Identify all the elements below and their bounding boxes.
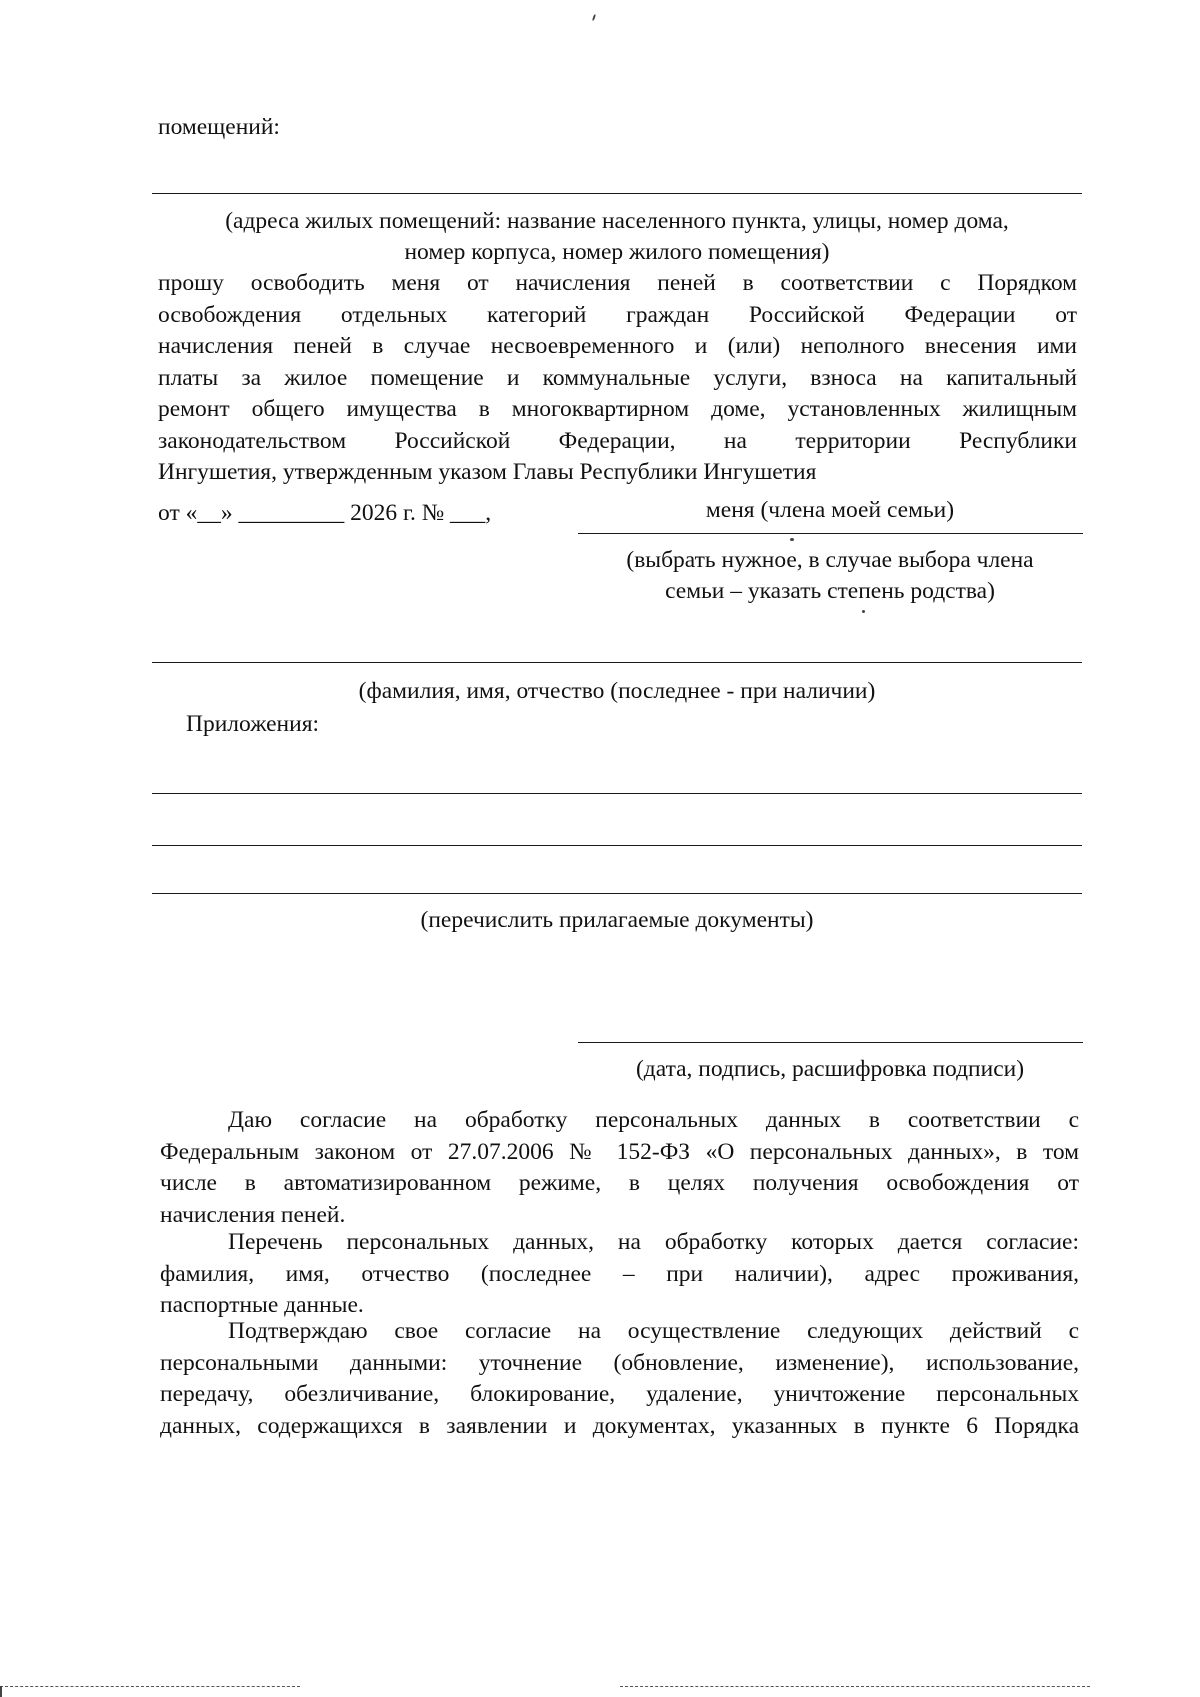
attachments-label: Приложения: (186, 711, 320, 737)
request-line: прошу освободить меня от начисления пеней в соответствии с Порядком (158, 270, 1077, 296)
member-field-line (578, 533, 1083, 534)
scan-edge-mark (0, 1686, 300, 1687)
consent-line: числе в автоматизированном режиме, в целях получения освобождения от (160, 1170, 1079, 1196)
member-caption-line1: (выбрать нужное, в случае выбора члена (626, 547, 1034, 573)
request-line: освобождения отдельных категорий граждан Российской Федерации от (158, 301, 1077, 328)
scan-speck (0, 1686, 2, 1697)
attachment-line-2 (152, 845, 1082, 846)
request-line: начисления пеней в случае несвоевременного и (или) неполного внесения ими (158, 333, 1077, 359)
consent-paragraph-3 (160, 1316, 1079, 1442)
consent-paragraph-2 (160, 1227, 1079, 1322)
address-caption-line1: (адреса жилых помещений: название населенного пункта, улицы, номер дома, (225, 208, 1009, 234)
attachments-caption: (перечислить прилагаемые документы) (420, 907, 814, 933)
request-paragraph (158, 268, 1077, 489)
scan-speck (862, 610, 865, 613)
premises-label: помещений: (158, 114, 280, 140)
signature-caption: (дата, подпись, расшифровка подписи) (635, 1056, 1025, 1082)
consent-line: данных, содержащихся в заявлении и документах, указанных в пункте 6 Порядка (160, 1412, 1079, 1439)
full-name-caption: (фамилия, имя, отчество (последнее - при наличии) (358, 678, 876, 704)
consent-line: Даю согласие на обработку персональных данных в соответствии с (228, 1107, 1079, 1133)
consent-line: Подтверждаю свое согласие на осуществление следующих действий с (228, 1318, 1079, 1344)
member-choice-text: меня (члена моей семьи) (705, 497, 955, 523)
request-line: платы за жилое помещение и коммунальные услуги, взноса на капитальный (158, 364, 1077, 391)
attachment-line-3 (152, 893, 1082, 894)
signature-field-line (578, 1042, 1083, 1043)
address-caption-line2: номер корпуса, номер жилого помещения) (404, 239, 830, 265)
consent-line: начисления пеней. (160, 1201, 346, 1228)
scan-speck (592, 14, 596, 21)
consent-line: персональными данными: уточнение (обновление, изменение), использование, (160, 1349, 1079, 1376)
consent-line: фамилия, имя, отчество (последнее – при наличии), адрес проживания, (160, 1260, 1079, 1287)
attachment-line-1 (152, 793, 1082, 794)
consent-line: Федеральным законом от 27.07.2006 № 152-ФЗ «О персональных данных», в том (160, 1138, 1079, 1165)
consent-line: Перечень персональных данных, на обработку которых дается согласие: (228, 1229, 1079, 1255)
consent-paragraph-1 (160, 1105, 1079, 1231)
decree-reference: от «__» _________ 2026 г. № ___, (158, 500, 492, 526)
consent-line: передачу, обезличивание, блокирование, удаление, уничтожение персональных (160, 1381, 1079, 1407)
consent-line: паспортные данные. (160, 1292, 364, 1318)
request-line: Ингушетия, утвержденным указом Главы Республики Ингушетия (158, 459, 817, 485)
scan-edge-mark (620, 1686, 1090, 1687)
request-line: ремонт общего имущества в многоквартирном доме, установленных жилищным (158, 396, 1077, 422)
member-caption-line2: семьи – указать степень родства) (665, 578, 995, 604)
request-line: законодательством Российской Федерации, на территории Республики (158, 427, 1077, 454)
full-name-field-line (152, 662, 1082, 663)
scan-speck (790, 538, 794, 541)
address-field-line (152, 193, 1082, 194)
